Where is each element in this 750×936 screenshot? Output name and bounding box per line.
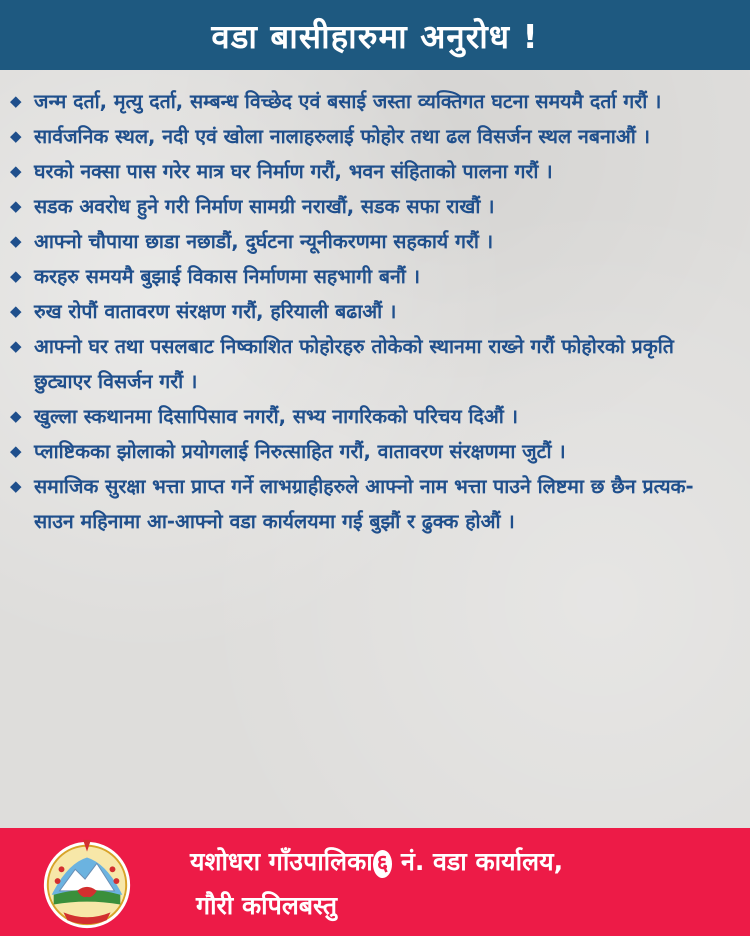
notice-item	[10, 119, 730, 154]
diamond-bullet-icon: ◆	[10, 267, 22, 285]
notice-text: जन्म दर्ता, मृत्यु दर्ता, सम्बन्ध विच्छेद एवं बसाई जस्ता व्यक्तिगत घटना समयमै दर्ता गरौं ।	[34, 90, 662, 113]
office-suffix: नं. वडा कार्यालय,	[400, 847, 564, 876]
diamond-bullet-icon: ◆	[10, 162, 22, 180]
header-banner	[0, 0, 750, 70]
notice-item	[10, 294, 730, 329]
office-name	[190, 844, 563, 878]
office-location: गौरी कपिलबस्तु	[196, 891, 338, 920]
notice-board	[0, 70, 750, 828]
notice-text: घरको नक्सा पास गरेर मात्र घर निर्माण गरौं, भवन संहिताको पालना गरौं ।	[34, 160, 553, 183]
diamond-bullet-icon: ◆	[10, 232, 22, 250]
diamond-bullet-icon: ◆	[10, 127, 22, 145]
notice-text: करहरु समयमै बुझाई विकास निर्माणमा सहभागी बनौं ।	[34, 265, 421, 288]
notice-item	[10, 224, 730, 259]
notice-item	[10, 329, 730, 399]
nepal-emblem-icon	[38, 834, 136, 932]
diamond-bullet-icon: ◆	[10, 477, 22, 495]
office-prefix: यशोधरा गाँउपालिका	[190, 847, 373, 876]
diamond-bullet-icon: ◆	[10, 92, 22, 110]
page-title: वडा बासीहारुमा अनुरोध !	[211, 16, 539, 56]
diamond-bullet-icon: ◆	[10, 337, 22, 355]
notice-text: रुख रोपौं वातावरण संरक्षण गरौं, हरियाली बढाऔं ।	[34, 300, 397, 323]
notice-item	[10, 154, 730, 189]
diamond-bullet-icon: ◆	[10, 302, 22, 320]
notice-text: समाजिक सुरक्षा भत्ता प्राप्त गर्ने लाभग्राहीहरुले आफ्नो नाम भत्ता पाउने लिष्टमा छ छैन प्रत्यक-साउन महिनामा आ-आफ्नो वडा कार्यलयमा गई बुझौं र ढुक्क होऔं ।	[34, 475, 694, 533]
notice-item	[10, 259, 730, 294]
notice-text: आफ्नो घर तथा पसलबाट निष्काशित फोहोरहरु तोकेको स्थानमा राख्ने गरौं फोहोरको प्रकृति छुट्याएर विसर्जन गरौं ।	[34, 335, 674, 393]
notice-text: सडक अवरोध हुने गरी निर्माण सामग्री नराखौं, सडक सफा राखौं ।	[34, 195, 495, 218]
notice-list	[0, 70, 750, 539]
diamond-bullet-icon: ◆	[10, 197, 22, 215]
notice-item	[10, 469, 730, 539]
notice-text: प्लाष्टिकका झोलाको प्रयोगलाई निरुत्साहित गरौं, वातावरण संरक्षणमा जुटौं ।	[34, 440, 566, 463]
notice-text: सार्वजनिक स्थल, नदी एवं खोला नालाहरुलाई फोहोर तथा ढल विसर्जन स्थल नबनाऔं ।	[34, 125, 650, 148]
notice-text: खुल्ला स्कथानमा दिसापिसाव नगरौं, सभ्य नागरिकको परिचय दिऔं ।	[34, 405, 519, 428]
diamond-bullet-icon: ◆	[10, 442, 22, 460]
notice-item	[10, 84, 730, 119]
diamond-bullet-icon: ◆	[10, 407, 22, 425]
notice-text: आफ्नो चौपाया छाडा नछाडौं, दुर्घटना न्यूनीकरणमा सहकार्य गरौं ।	[34, 230, 494, 253]
notice-item	[10, 189, 730, 224]
notice-item	[10, 434, 730, 469]
footer-banner	[0, 828, 750, 936]
notice-item	[10, 399, 730, 434]
ward-number-badge: ६	[373, 850, 392, 878]
